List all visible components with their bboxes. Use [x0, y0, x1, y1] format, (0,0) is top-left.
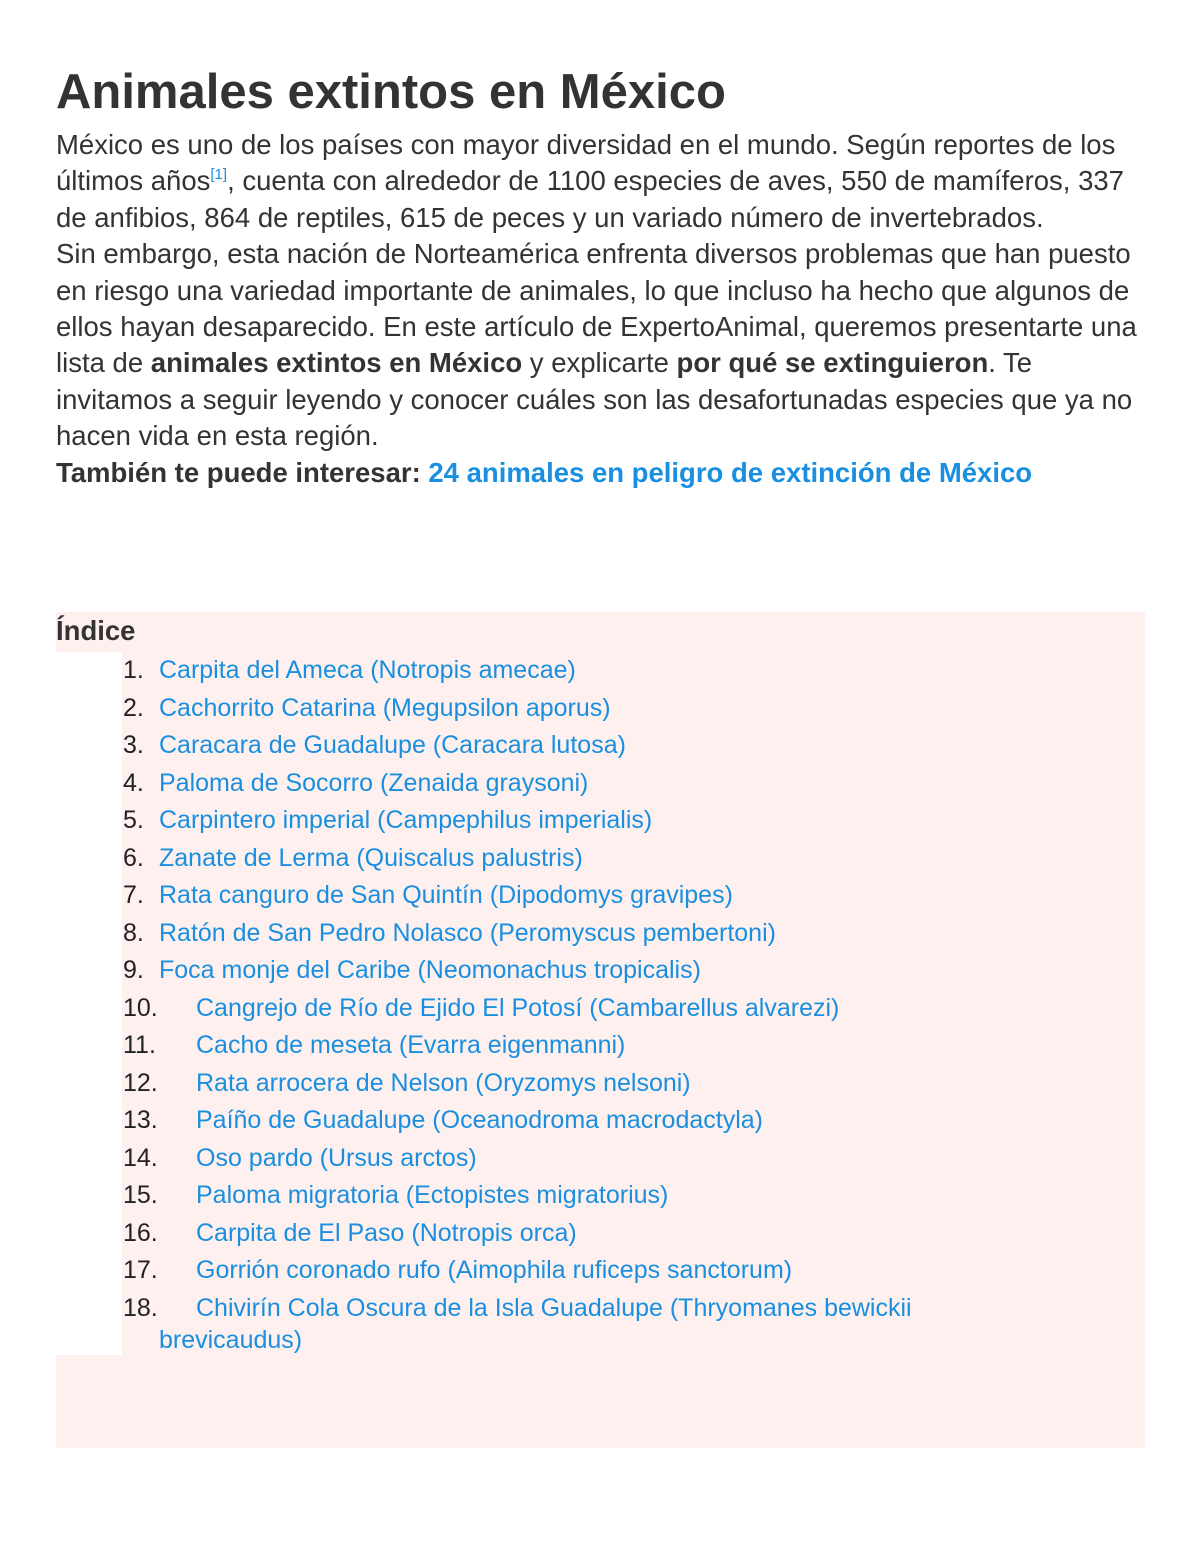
index-link[interactable]: Paloma de Socorro (Zenaida graysoni) — [159, 768, 589, 797]
item-number: 16. — [123, 1218, 158, 1247]
index-link[interactable]: Chivirín Cola Oscura de la Isla Guadalupe (Thryomanes bewickii brevicaudus) — [159, 1293, 912, 1354]
reference-link[interactable]: [1] — [210, 166, 228, 184]
item-number: 5. — [123, 806, 144, 834]
second-text-a: Sin embargo, esta nación de Norteamérica enfrenta diversos problemas que han puesto en riesgo una variedad importante de animales, lo que incluso ha hecho que algunos de ellos hayan desaparecido. En este artículo de ExpertoAnimal, queremos presentarte una lista de — [56, 238, 1137, 379]
index-link[interactable]: Carpita del Ameca (Notropis amecae) — [159, 656, 576, 684]
index-link[interactable]: Cachorrito Catarina (Megupsilon aporus) — [159, 693, 611, 722]
index-link[interactable]: Cacho de meseta (Evarra eigenmanni) — [196, 1031, 626, 1059]
bold-phrase-1: animales extintos en México — [150, 347, 523, 379]
item-number: 10. — [123, 993, 158, 1022]
item-number: 9. — [123, 956, 144, 984]
second-paragraph — [56, 236, 1146, 454]
item-number: 17. — [123, 1256, 158, 1284]
related-paragraph — [56, 455, 1146, 491]
index-link[interactable]: Gorrión coronado rufo (Aimophila ruficeps sanctorum) — [196, 1256, 793, 1284]
second-text-c: . Te invitamos a seguir leyendo y conocer cuáles son las desafortunadas especies que ya no hacen vida en esta región. — [56, 347, 1133, 452]
intro-text-a: México es uno de los países con mayor diversidad en el mundo. Según reportes de los últimos años — [56, 129, 1116, 197]
item-number: 7. — [123, 881, 144, 909]
item-number: 3. — [123, 731, 144, 759]
index-link[interactable]: Caracara de Guadalupe (Caracara lutosa) — [159, 731, 626, 759]
index-link[interactable]: Paloma migratoria (Ectopistes migratorius) — [196, 1181, 669, 1209]
item-number: 11. — [123, 1031, 156, 1059]
index-title: Índice — [56, 615, 136, 646]
index-link[interactable]: Oso pardo (Ursus arctos) — [196, 1143, 477, 1172]
bold-phrase-2: por qué se extinguieron — [676, 347, 989, 379]
index-link[interactable]: Foca monje del Caribe (Neomonachus tropicalis) — [159, 956, 701, 984]
intro-paragraph — [56, 127, 1146, 236]
item-number: 1. — [123, 656, 144, 684]
index-link[interactable]: Rata canguro de San Quintín (Dipodomys gravipes) — [159, 881, 733, 909]
index-link[interactable]: Carpita de El Paso (Notropis orca) — [196, 1218, 577, 1247]
related-article-link[interactable]: 24 animales en peligro de extinción de México — [428, 456, 1033, 488]
index-link[interactable]: Zanate de Lerma (Quiscalus palustris) — [159, 843, 583, 872]
item-number: 4. — [123, 768, 144, 797]
item-number: 18. — [123, 1293, 158, 1322]
intro-text-b: , cuenta con alrededor de 1100 especies de aves, 550 de mamíferos, 337 de anfibios, 864 de reptiles, 615 de peces y un variado número de invertebrados. — [56, 165, 1124, 233]
second-text-b: y explicarte — [522, 347, 677, 379]
item-number: 6. — [123, 843, 144, 872]
related-label: También te puede interesar: — [56, 456, 429, 488]
index-link[interactable]: Carpintero imperial (Campephilus imperialis) — [159, 806, 653, 834]
page-title: Animales extintos en México — [56, 65, 726, 119]
item-number: 8. — [123, 918, 144, 947]
index-link[interactable]: Paíño de Guadalupe (Oceanodroma macrodactyla) — [196, 1106, 763, 1134]
article-body — [56, 127, 1146, 491]
item-number: 12. — [123, 1068, 158, 1097]
index-link[interactable]: Ratón de San Pedro Nolasco (Peromyscus pembertoni) — [159, 918, 776, 947]
item-number: 13. — [123, 1106, 158, 1134]
item-number: 2. — [123, 693, 144, 722]
index-link[interactable]: Rata arrocera de Nelson (Oryzomys nelsoni) — [196, 1068, 691, 1097]
item-number: 15. — [123, 1181, 158, 1209]
item-number: 14. — [123, 1143, 158, 1172]
index-link[interactable]: Cangrejo de Río de Ejido El Potosí (Cambarellus alvarezi) — [196, 993, 840, 1022]
